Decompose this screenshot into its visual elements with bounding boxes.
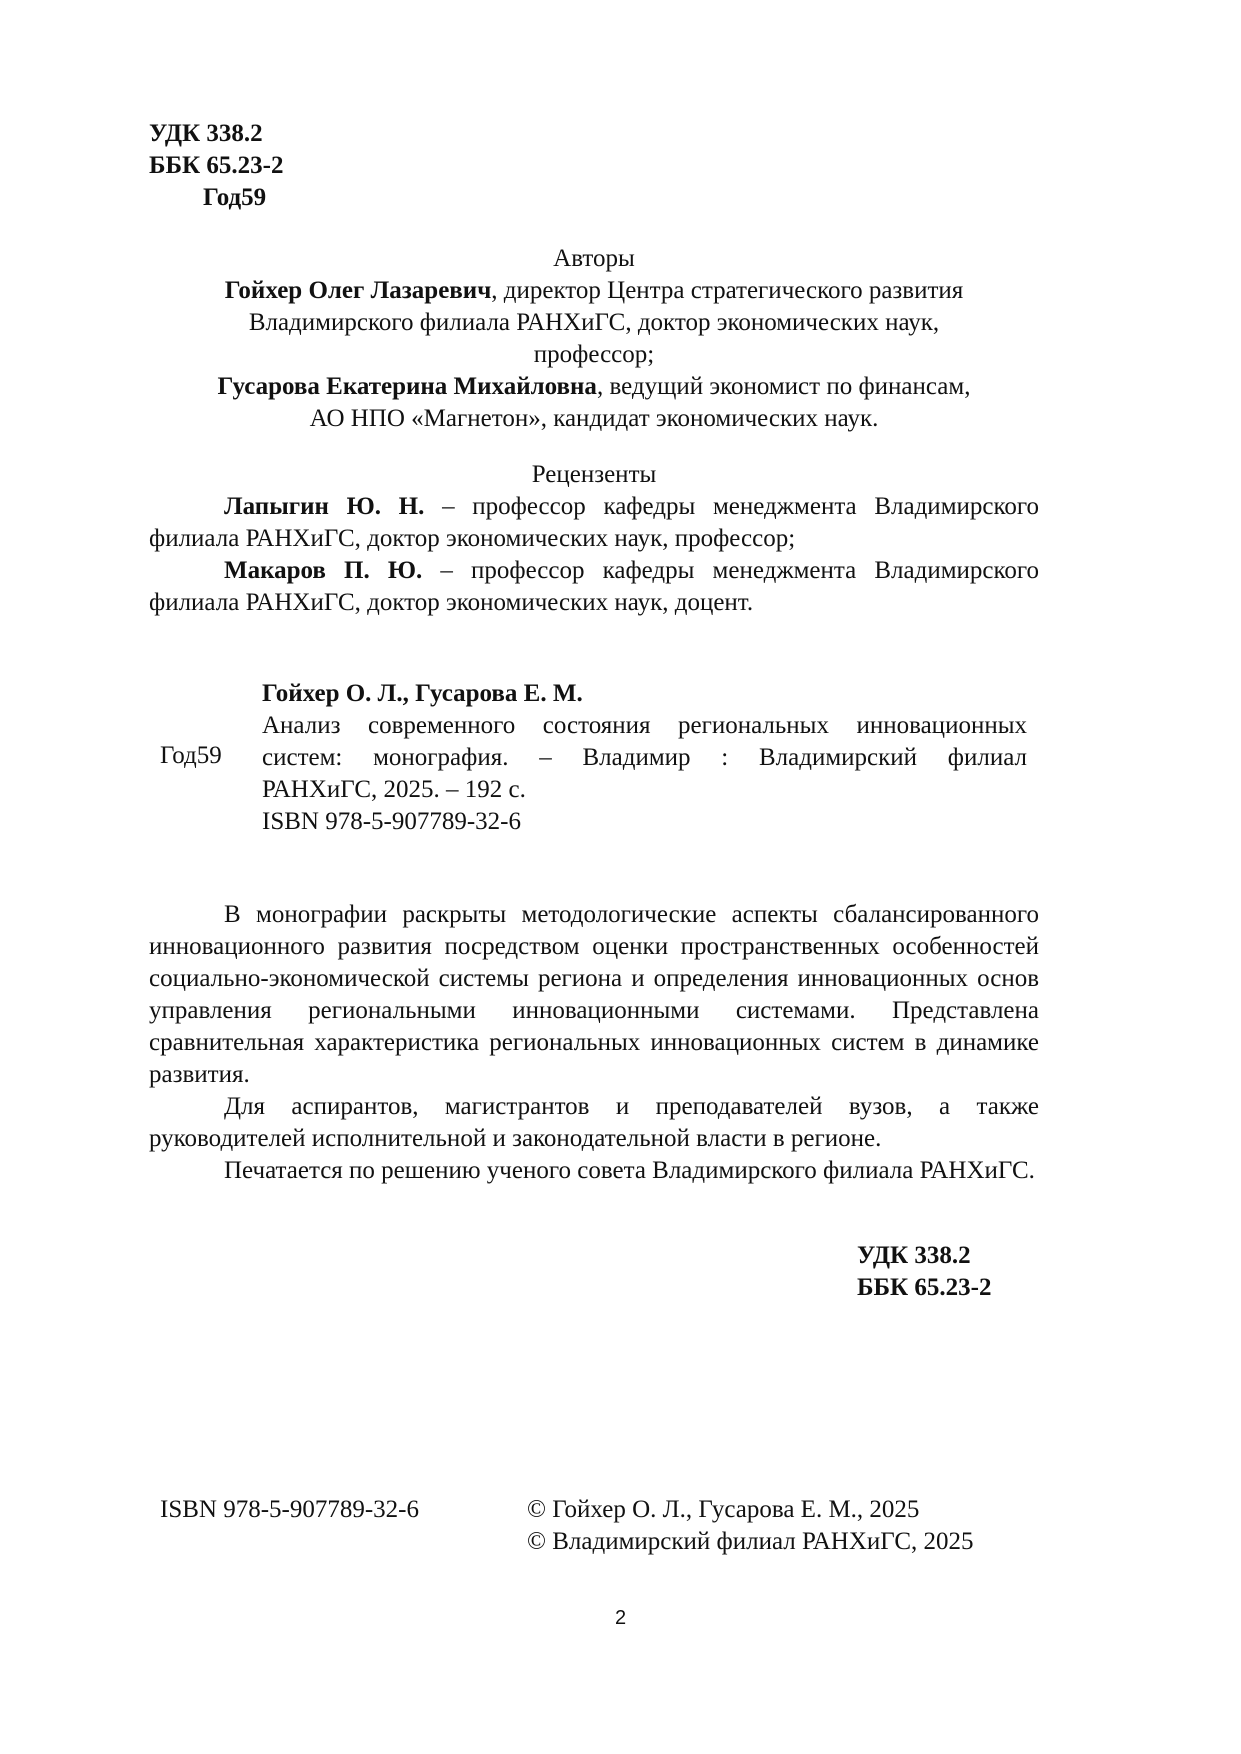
reviewers-heading: Рецензенты [531, 461, 657, 488]
catalog-card-title-line2: систем: монография. – Владимир : Владимирский филиал [262, 744, 1027, 771]
abstract-paragraph-2: Для аспирантов, магистрантов и преподавателей вузов, а также руководителей исполнительной и законодательной власти в регионе. [149, 1093, 1039, 1152]
author1-line2: Владимирского филиала РАНХиГС, доктор экономических наук, [248, 309, 940, 336]
authors-section [149, 243, 1039, 435]
reviewer1-name: Лапыгин Ю. Н. [224, 493, 425, 520]
catalog-card-isbn: ISBN 978-5-907789-32-6 [262, 808, 522, 835]
reviewer2-position: – профессор кафедры менеджмента Владимирского [422, 557, 1040, 584]
reviewer2-name: Макаров П. Ю. [224, 557, 423, 584]
abstract-paragraph-1: В монографии раскрыты методологические аспекты сбалансированного инновационного развития посредством оценки пространственных особенностей социально-экономической системы региона и определения инновационных основ управления региональными инновационными системами. Представлена сравнительная характеристика региональных инновационных систем в динамике развития. [149, 901, 1039, 1088]
abstract-section [149, 899, 1039, 1187]
classification-codes-bottom [857, 1240, 992, 1304]
author-mark-code: Год59 [203, 184, 267, 211]
catalog-card-title-line3: РАНХиГС, 2025. – 192 с. [262, 776, 526, 803]
reviewer2-line1 [149, 555, 1039, 587]
classification-codes-top [149, 118, 284, 214]
catalog-card-title-line1: Анализ современного состояния региональных инновационных [262, 712, 1027, 739]
catalog-card-authors: Гойхер О. Л., Гусарова Е. М. [262, 680, 583, 707]
bbk-code: ББК 65.23-2 [149, 152, 284, 179]
udk-code: УДК 338.2 [149, 120, 263, 147]
udk-code-bottom: УДК 338.2 [857, 1242, 971, 1269]
page-number: 2 [614, 1607, 627, 1629]
bbk-code-bottom: ББК 65.23-2 [857, 1274, 992, 1301]
author1-name: Гойхер Олег Лазаревич [224, 277, 492, 304]
author1-line1 [149, 275, 1039, 307]
author2-name: Гусарова Екатерина Михайловна [217, 373, 597, 400]
copyright-publisher: © Владимирский филиал РАНХиГС, 2025 [527, 1528, 974, 1555]
author2-position: , ведущий экономист по финансам, [596, 373, 971, 400]
reviewer2-line2: филиала РАНХиГС, доктор экономических наук, доцент. [149, 589, 754, 616]
abstract-paragraph-3: Печатается по решению ученого совета Владимирского филиала РАНХиГС. [224, 1157, 1035, 1184]
author1-position: , директор Центра стратегического развития [491, 277, 964, 304]
reviewer1-position: – профессор кафедры менеджмента Владимирского [424, 493, 1039, 520]
copyright-block [527, 1494, 974, 1558]
reviewer1-line1 [149, 491, 1039, 523]
author2-line1 [149, 371, 1039, 403]
copyright-authors: © Гойхер О. Л., Гусарова Е. М., 2025 [527, 1496, 920, 1523]
footer-isbn: ISBN 978-5-907789-32-6 [160, 1496, 420, 1523]
reviewers-section [149, 491, 1039, 619]
reviewer1-line2: филиала РАНХиГС, доктор экономических наук, профессор; [149, 525, 796, 552]
author2-line2: АО НПО «Магнетон», кандидат экономических наук. [309, 405, 879, 432]
author1-line3: профессор; [533, 341, 655, 368]
authors-heading: Авторы [553, 245, 635, 272]
catalog-card-code: Год59 [160, 742, 222, 769]
catalog-card [262, 678, 1027, 838]
